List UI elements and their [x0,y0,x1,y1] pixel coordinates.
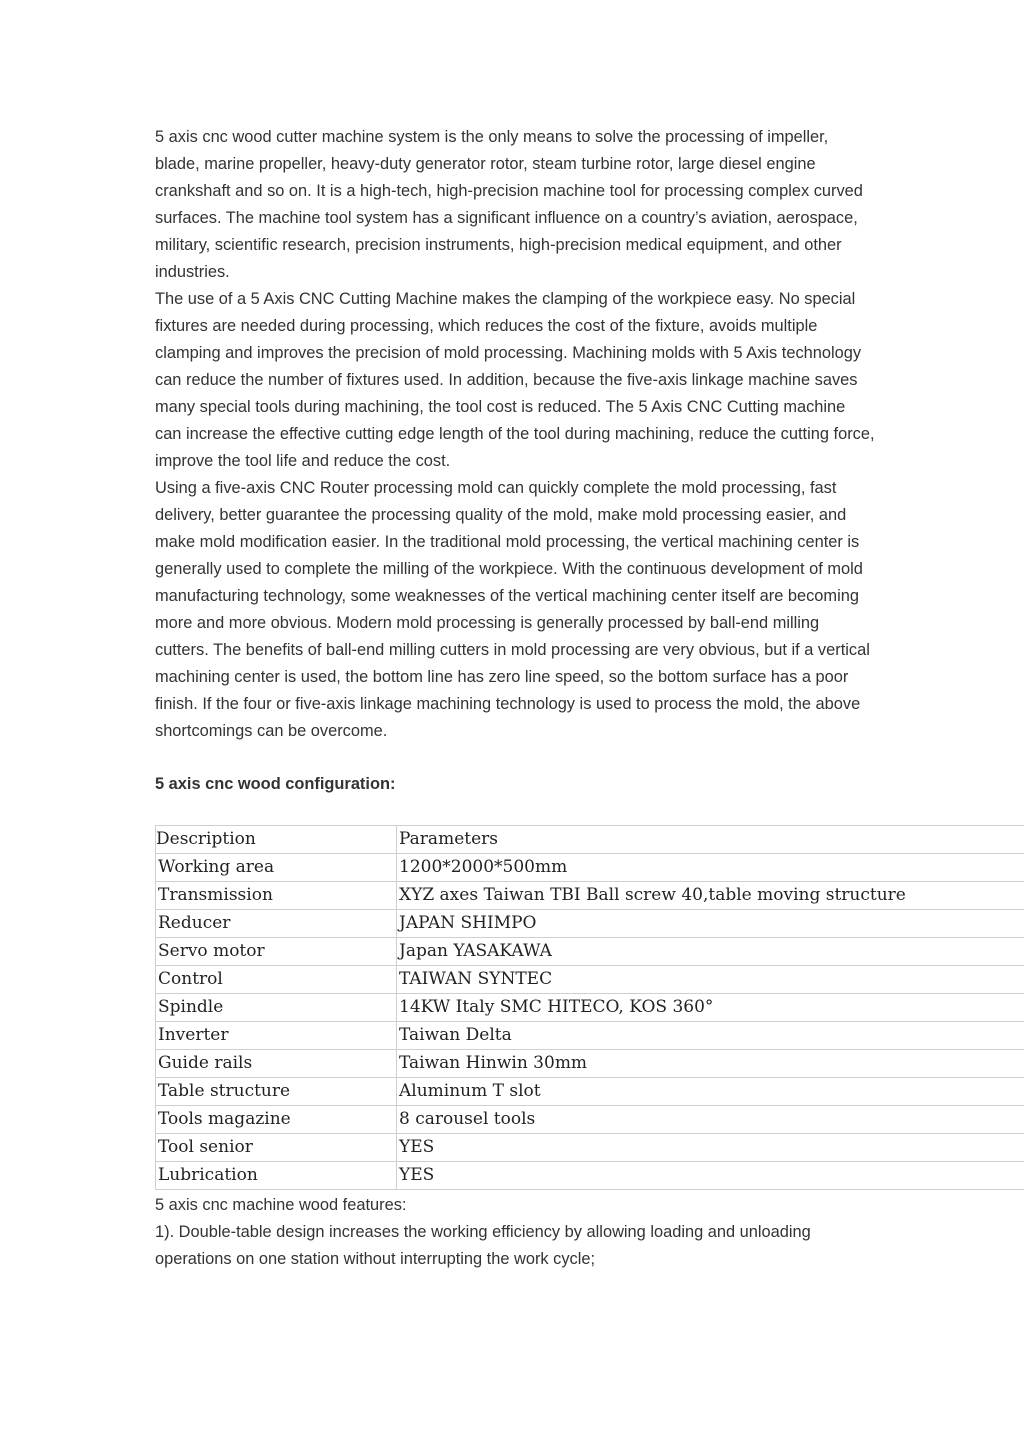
table-cell-parameter: 8 carousel tools [397,1106,1024,1134]
table-row [156,966,1024,994]
table-cell-description: Spindle [156,994,397,1022]
table-cell-parameter: Taiwan Delta [397,1022,1024,1050]
table-row [156,1106,1024,1134]
table-cell-parameter: XYZ axes Taiwan TBI Ball screw 40,table moving structure [397,882,1024,910]
table-cell-description: Servo motor [156,938,397,966]
table-cell-parameter: YES [397,1162,1024,1190]
table-header-row [156,826,1024,854]
table-cell-parameter: Japan YASAKAWA [397,938,1024,966]
table-cell-description: Tool senior [156,1134,397,1162]
table-row [156,882,1024,910]
table-cell-parameter: JAPAN SHIMPO [397,910,1024,938]
configuration-table [155,825,1024,1190]
table-header-parameters: Parameters [397,826,1024,854]
table-cell-parameter: 1200*2000*500mm [397,854,1024,882]
table-row [156,910,1024,938]
table-row [156,854,1024,882]
table-cell-parameter: Aluminum T slot [397,1078,1024,1106]
table-cell-description: Transmission [156,882,397,910]
table-row [156,1078,1024,1106]
document-content [155,124,1024,1273]
table-cell-description: Control [156,966,397,994]
table-cell-parameter: TAIWAN SYNTEC [397,966,1024,994]
table-row [156,1134,1024,1162]
feature-item-1: 1). Double-table design increases the working efficiency by allowing loading and unloading operations on one station without interrupting the work cycle; [155,1223,811,1268]
table-header-description: Description [156,826,397,854]
table-cell-description: Tools magazine [156,1106,397,1134]
intro-paragraph-1: 5 axis cnc wood cutter machine system is the only means to solve the processing of impeller, blade, marine propeller, heavy-duty generator rotor, steam turbine rotor, large diesel engine crankshaft and so on. It is a high-tech, high-precision machine tool for processing complex curved surfaces. The machine tool system has a significant influence on a country’s aviation, aerospace, military, scientific research, precision instruments, high-precision medical equipment, and other industries. [155,128,863,281]
features-heading: 5 axis cnc machine wood features: [155,1196,407,1214]
config-heading: 5 axis cnc wood configuration: [155,775,396,793]
table-cell-description: Table structure [156,1078,397,1106]
table-cell-description: Inverter [156,1022,397,1050]
intro-paragraph-2: The use of a 5 Axis CNC Cutting Machine makes the clamping of the workpiece easy. No special fixtures are needed during processing, which reduces the cost of the fixture, avoids multiple clamping and improves the precision of mold processing. Machining molds with 5 Axis technology can reduce the number of fixtures used. In addition, because the five-axis linkage machine saves many special tools during machining, the tool cost is reduced. The 5 Axis CNC Cutting machine can increase the effective cutting edge length of the tool during machining, reduce the cutting force, improve the tool life and reduce the cost. [155,290,875,470]
table-cell-parameter: Taiwan Hinwin 30mm [397,1050,1024,1078]
table-cell-parameter: 14KW Italy SMC HITECO, KOS 360° [397,994,1024,1022]
table-row [156,1050,1024,1078]
table-cell-parameter: YES [397,1134,1024,1162]
table-row [156,994,1024,1022]
table-cell-description: Working area [156,854,397,882]
table-cell-description: Lubrication [156,1162,397,1190]
table-row [156,1022,1024,1050]
table-cell-description: Guide rails [156,1050,397,1078]
table-row [156,938,1024,966]
table-row [156,1162,1024,1190]
table-cell-description: Reducer [156,910,397,938]
intro-paragraph-3: Using a five-axis CNC Router processing mold can quickly complete the mold processing, fast delivery, better guarantee the processing quality of the mold, make mold processing easier, and make mold modification easier. In the traditional mold processing, the vertical machining center is generally used to complete the milling of the workpiece. With the continuous development of mold manufacturing technology, some weaknesses of the vertical machining center itself are becoming more and more obvious. Modern mold processing is generally processed by ball-end milling cutters. The benefits of ball-end milling cutters in mold processing are very obvious, but if a vertical machining center is used, the bottom line has zero line speed, so the bottom surface has a poor finish. If the four or five-axis linkage machining technology is used to process the mold, the above shortcomings can be overcome. [155,479,870,740]
